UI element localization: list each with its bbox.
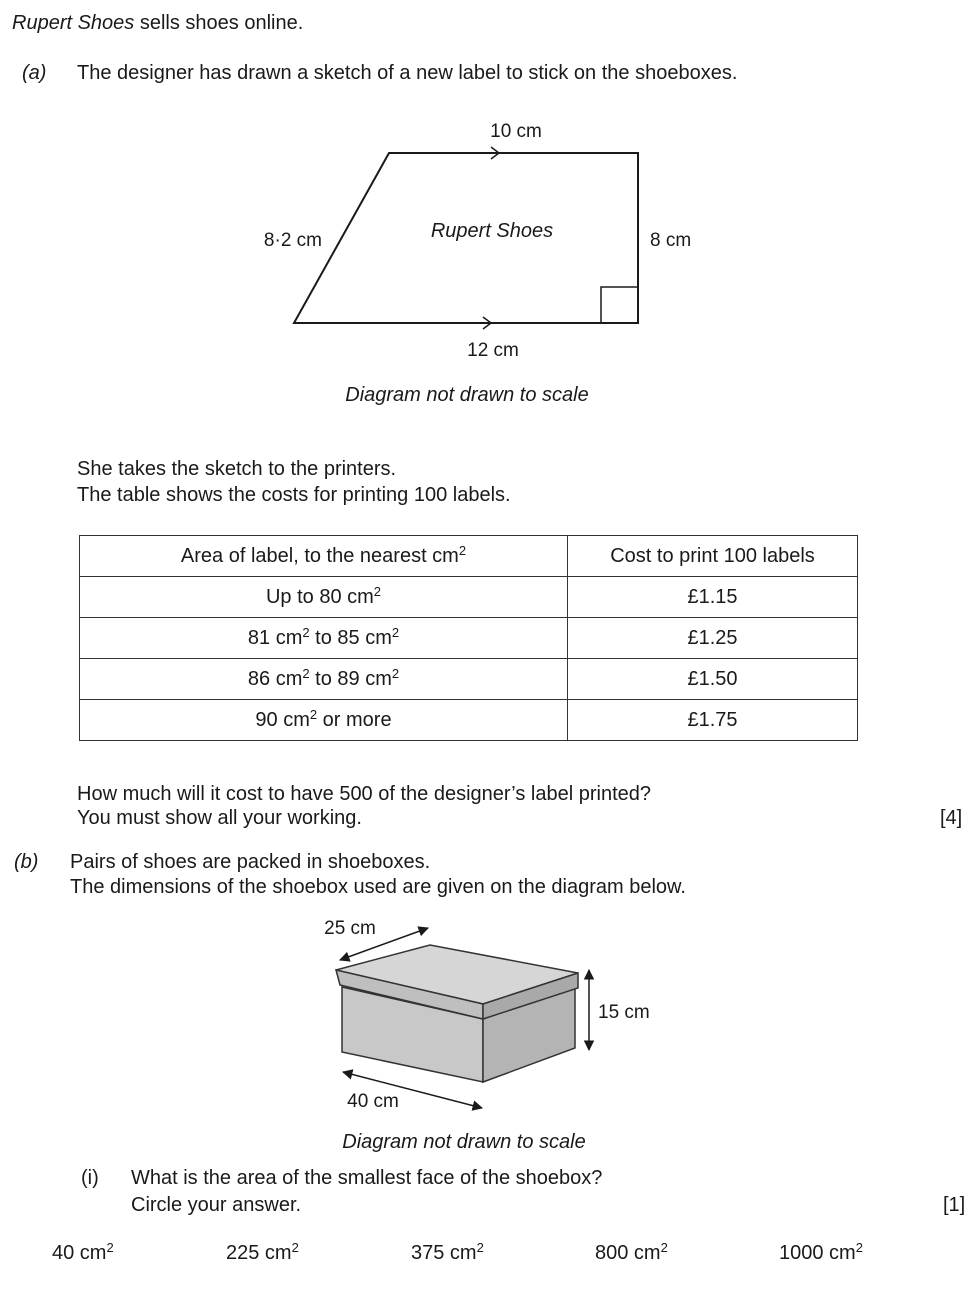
header-area: Area of label, to the nearest $cm^2$ bbox=[80, 536, 568, 577]
para-table-intro: The table shows the costs for printing 100 labels. bbox=[77, 484, 511, 506]
sub-i-label: (i) bbox=[81, 1167, 99, 1189]
shoebox-diagram bbox=[0, 900, 979, 1160]
sub-i-instruction: Circle your answer. bbox=[131, 1194, 302, 1216]
intro-text: sells shoes online. bbox=[134, 12, 304, 34]
diagram-a-note: Diagram not drawn to scale bbox=[345, 384, 589, 406]
sub-i-question: What is the area of the smallest face of the shoebox? bbox=[131, 1167, 603, 1189]
table-row bbox=[80, 659, 858, 700]
cost-cell: £1.50 bbox=[568, 659, 858, 700]
area-cell: 81 $cm^2$ to 85 $cm^2$ bbox=[80, 618, 568, 659]
table-row bbox=[80, 618, 858, 659]
answer-option[interactable]: 225 $cm^2$ bbox=[226, 1240, 299, 1264]
cost-cell: £1.75 bbox=[568, 700, 858, 741]
label-trapezium-diagram bbox=[0, 0, 979, 420]
right-length-label: 8 cm bbox=[650, 230, 692, 251]
depth-label: 25 cm bbox=[324, 918, 376, 939]
right-angle-marker bbox=[601, 287, 638, 323]
left-length-label: 8·2 cm bbox=[263, 230, 322, 251]
print-costs-table bbox=[79, 535, 858, 741]
part-a-label: (a) bbox=[22, 62, 47, 84]
top-length-label: 10 cm bbox=[490, 121, 542, 142]
area-cell: Up to 80 $cm^2$ bbox=[80, 577, 568, 618]
brand-name: Rupert Shoes bbox=[12, 12, 135, 34]
width-label: 40 cm bbox=[347, 1091, 399, 1112]
table-header-row bbox=[80, 536, 858, 577]
height-label: 15 cm bbox=[598, 1002, 650, 1023]
question-cost-500: How much will it cost to have 500 of the designer’s label printed? bbox=[77, 783, 652, 805]
cost-cell: £1.15 bbox=[568, 577, 858, 618]
bottom-length-label: 12 cm bbox=[467, 340, 519, 361]
diagram-b-note: Diagram not drawn to scale bbox=[342, 1131, 586, 1153]
label-brand-text: Rupert Shoes bbox=[430, 220, 554, 242]
answer-option[interactable]: 40 $cm^2$ bbox=[52, 1240, 114, 1264]
marks-b-i: [1] bbox=[943, 1194, 966, 1216]
header-cost: Cost to print 100 labels bbox=[568, 536, 858, 577]
marks-a: [4] bbox=[940, 807, 963, 829]
table-row bbox=[80, 577, 858, 618]
part-b-line1: Pairs of shoes are packed in shoeboxes. bbox=[70, 851, 431, 873]
area-cell: 86 $cm^2$ to 89 $cm^2$ bbox=[80, 659, 568, 700]
answer-option[interactable]: 1000 $cm^2$ bbox=[779, 1240, 863, 1264]
part-a-question: The designer has drawn a sketch of a new label to stick on the shoeboxes. bbox=[77, 62, 738, 84]
part-b-line2: The dimensions of the shoebox used are given on the diagram below. bbox=[70, 876, 686, 898]
cost-cell: £1.25 bbox=[568, 618, 858, 659]
para-printers: She takes the sketch to the printers. bbox=[77, 458, 397, 480]
answer-option[interactable]: 375 $cm^2$ bbox=[411, 1240, 484, 1264]
table-row bbox=[80, 700, 858, 741]
show-working-instruction: You must show all your working. bbox=[77, 807, 362, 829]
part-b-label: (b) bbox=[14, 851, 39, 873]
area-cell: 90 $cm^2$ or more bbox=[80, 700, 568, 741]
answer-option[interactable]: 800 $cm^2$ bbox=[595, 1240, 668, 1264]
